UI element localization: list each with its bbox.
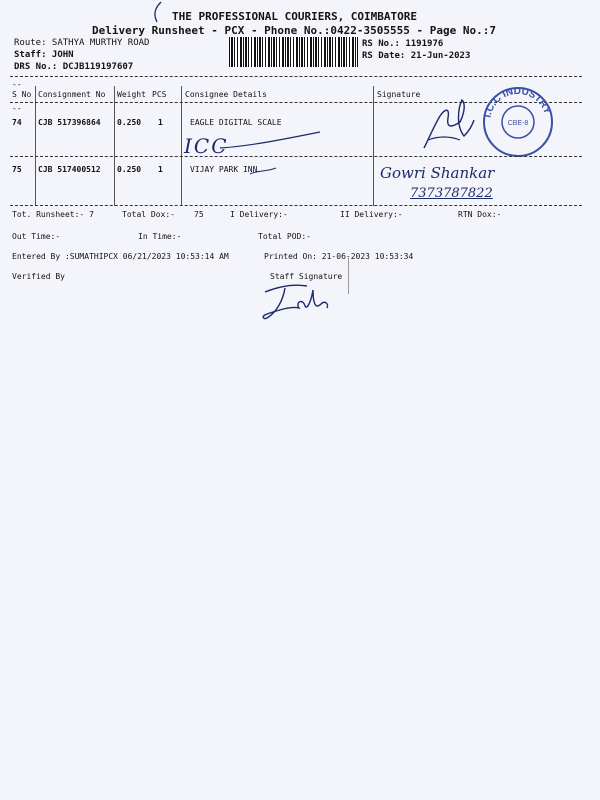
- in-time: In Time:-: [138, 232, 182, 241]
- total-dox-value: 75: [194, 210, 204, 219]
- column-line: [114, 86, 115, 206]
- drs-number: DRS No.: DCJB119197607: [14, 62, 134, 72]
- row-weight: 0.250: [117, 165, 142, 174]
- row-consignment: CJB 517396864: [38, 118, 101, 127]
- rtn-dox: RTN Dox:-: [458, 210, 502, 219]
- staff-label: Staff: JOHN: [14, 50, 74, 60]
- signature-row1: [420, 96, 480, 156]
- entered-by: Entered By :SUMATHIPCX 06/21/2023 10:53:14 AM: [12, 252, 229, 261]
- pen-mark: [348, 258, 349, 294]
- row-weight: 0.250: [117, 118, 142, 127]
- column-line: [181, 86, 182, 206]
- ii-delivery: II Delivery:-: [340, 210, 403, 219]
- column-line: [373, 86, 374, 206]
- col-header-weight: Weight: [117, 90, 146, 99]
- row-consignment: CJB 517400512: [38, 165, 101, 174]
- company-stamp: [478, 82, 558, 162]
- barcode: [229, 37, 358, 67]
- total-dox-label: Total Dox:-: [122, 210, 175, 219]
- column-line: [35, 86, 36, 206]
- row-consignee: VIJAY PARK INN: [190, 165, 258, 174]
- stamp-text: I.C.C INDUSTRY: [482, 85, 553, 119]
- pen-stroke-top: [145, 0, 175, 25]
- col-header-consignment: Consignment No: [38, 90, 106, 99]
- col-header-sno: S No: [12, 90, 32, 99]
- total-runsheet: Tot. Runsheet:- 7: [12, 210, 94, 219]
- handwritten-name: Gowri Shankar: [380, 164, 495, 182]
- out-time: Out Time:-: [12, 232, 61, 241]
- divider: [10, 76, 582, 77]
- pen-stroke: [220, 128, 330, 158]
- stamp-inner: CBE-8: [507, 120, 529, 127]
- staff-signature: [255, 280, 345, 325]
- rs-date: RS Date: 21-Jun-2023: [362, 51, 471, 61]
- runsheet-subtitle: Delivery Runsheet - PCX - Phone No.:0422-3505555 - Page No.:7: [92, 24, 496, 37]
- handwritten-phone: 7373787822: [410, 186, 493, 201]
- pen-stroke: [250, 166, 280, 178]
- handwritten-icc: ICC: [184, 134, 229, 158]
- i-delivery: I Delivery:-: [230, 210, 288, 219]
- staff-signature-label: Staff Signature: [270, 272, 343, 281]
- col-header-consignee: Consignee Details: [185, 90, 267, 99]
- row-sno: 74: [12, 118, 22, 127]
- verified-by: Verified By: [12, 272, 65, 281]
- printed-on: Printed On: 21-06-2023 10:53:34: [264, 252, 414, 261]
- row-sno: 75: [12, 165, 22, 174]
- divider-mark: --: [12, 80, 22, 89]
- row-consignee: EAGLE DIGITAL SCALE: [190, 118, 282, 127]
- route-label: Route: SATHYA MURTHY ROAD: [14, 38, 150, 48]
- company-title: THE PROFESSIONAL COURIERS, COIMBATORE: [172, 10, 418, 23]
- row-pcs: 1: [158, 118, 163, 127]
- divider: [10, 205, 582, 206]
- divider-mark: --: [12, 104, 22, 113]
- total-pod: Total POD:-: [258, 232, 311, 241]
- divider: [10, 156, 582, 157]
- col-header-pcs: PCS: [152, 90, 167, 99]
- col-header-signature: Signature: [377, 90, 421, 99]
- row-pcs: 1: [158, 165, 163, 174]
- rs-number: RS No.: 1191976: [362, 39, 444, 49]
